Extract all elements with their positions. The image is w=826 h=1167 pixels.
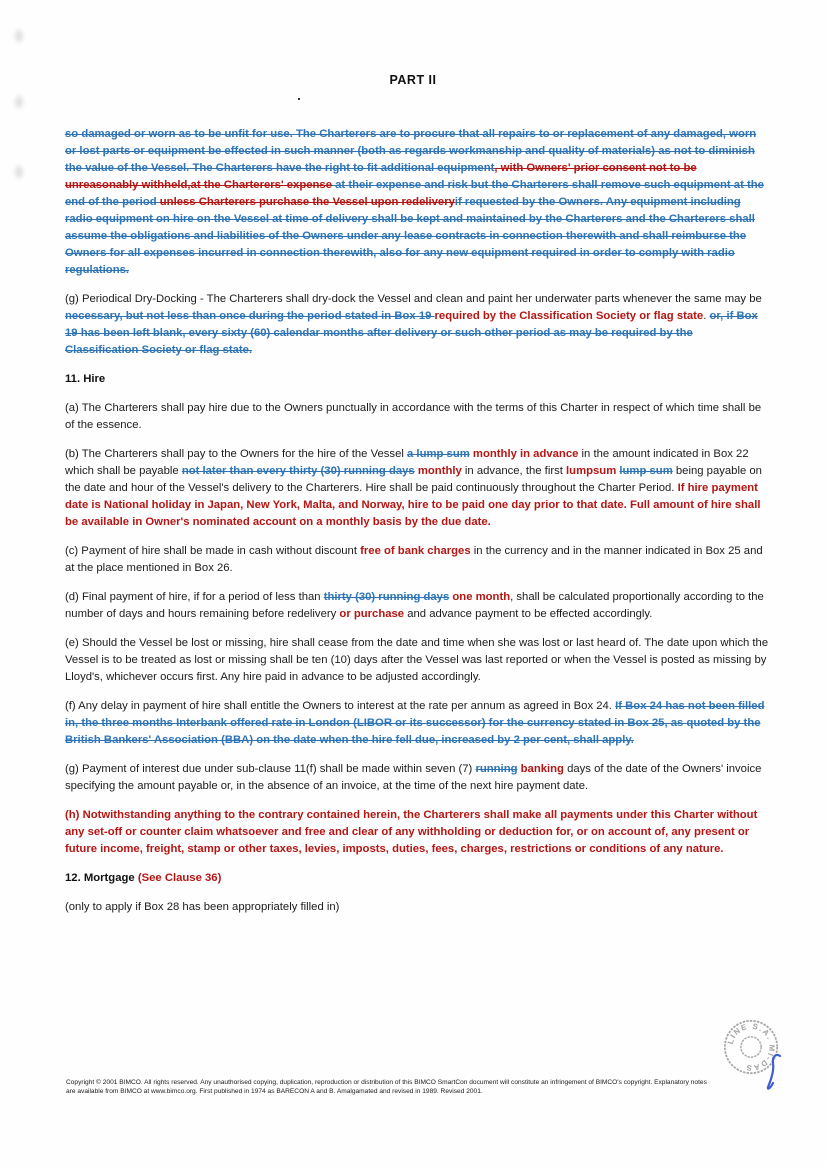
text-run-red: (See Clause 36) xyxy=(137,872,222,884)
text-run-plain: (f) Any delay in payment of hire shall entitle the Owners to interest at the rate per annum as agreed in Box 24. xyxy=(65,700,616,712)
clause-11e xyxy=(65,635,769,686)
document-body xyxy=(65,126,769,928)
text-run-plain: in advance, the first xyxy=(461,465,567,477)
stray-ink-mark xyxy=(298,98,300,100)
scan-artifact xyxy=(15,96,23,108)
text-run-plain: , shall be calculated proportionally according to the number of days and hours remaining before redelivery xyxy=(65,591,764,620)
svg-text:LINE S.A. MI-DAS: LINE S.A. MI-DAS xyxy=(725,1021,777,1073)
clause-11d xyxy=(65,589,769,623)
footer-line-1: Copyright © 2001 BIMCO. All rights reserved. Any unauthorised copying, duplication, reproduction or distribution of this BIMCO SmartCon document will constitute an infringement of BIMCO's copyright. Explanatory notes xyxy=(66,1079,707,1086)
text-run-plain: (a) The Charterers shall pay hire due to the Owners punctually in accordance with the terms of this Charter in respect of which time shall be of the essence. xyxy=(65,402,762,431)
text-run-plain: (c) Payment of hire shall be made in cash without discount xyxy=(65,545,361,557)
text-run-plain: (e) Should the Vessel be lost or missing, hire shall cease from the date and time when she was lost or last heard of. The date upon which the Vessel is to be treated as lost or missing shall be ten (10) days after the Vessel was last reported or when the Vessel is posted as missing by Lloyd's, whichever occurs first. Any hire paid in advance to be adjusted accordingly. xyxy=(65,637,769,683)
clause-11c xyxy=(65,543,769,577)
text-run-plain: . xyxy=(703,310,710,322)
text-run-plain: (g) Payment of interest due under sub-clause 11(f) shall be made within seven (7) xyxy=(65,763,476,775)
text-run-strike_blue: running xyxy=(475,763,518,775)
clause-12-intro xyxy=(65,899,769,916)
text-run-strike_blue: thirty (30) running days xyxy=(323,591,450,603)
text-run-red: banking xyxy=(517,763,564,775)
text-run-plain: being payable on the date and hour of the Vessel's delivery to the Charterers. Hire shall be paid continuously throughout the Charter Period. xyxy=(65,465,762,494)
clause-11a xyxy=(65,400,769,434)
scan-artifact xyxy=(15,30,23,42)
text-run-strike_blue: or, if Box 19 has been left blank, every sixty (60) calendar months after delivery or such other period as may be required by the Classification Society or flag state. xyxy=(65,310,758,356)
clause-11b xyxy=(65,446,769,531)
text-run-strike_blue: at their expense and risk but the Charterers shall remove such equipment at the end of the period xyxy=(65,179,764,208)
text-run-strike_red: unless Charterers purchase the Vessel upon redelivery xyxy=(159,196,455,208)
text-run-bold: 11. Hire xyxy=(65,373,106,385)
text-run-red: required by the Classification Society or flag state xyxy=(434,310,704,322)
copyright-footer xyxy=(66,1078,766,1096)
text-run-red: (h) Notwithstanding anything to the contrary contained herein, the Charterers shall make all payments under this Charter without any set-off or counter claim whatsoever and free and clear of any withholding or deduction for, or on account of, any present or future income, freight, stamp or other taxes, levies, imposts, duties, fees, charges, restrictions or conditions of any nature. xyxy=(65,809,758,855)
text-run-red: one month xyxy=(449,591,511,603)
clause-10g-periodical-dry-docking xyxy=(65,291,769,359)
text-run-red: monthly xyxy=(414,465,462,477)
text-run-red: lumpsum xyxy=(566,465,617,477)
text-run-strike_blue: necessary, but not less than once during the period stated in Box 19 xyxy=(65,310,435,322)
heading-clause-12-mortgage xyxy=(65,870,769,887)
text-run-plain: (d) Final payment of hire, if for a period of less than xyxy=(65,591,324,603)
text-run-strike_blue: so damaged or worn as to be unfit for use. The Charterers are to procure that all repairs to or replacement of any damaged, worn or lost parts or equipment be effected in such manner (both as regards workmanship and quality of materials) as not to diminish the value of the Vessel. The Charterers have the right to fit additional equipment xyxy=(65,128,757,174)
text-run-red: or purchase xyxy=(339,608,405,620)
clause-10-equipment-strikeout xyxy=(65,126,769,279)
clause-11g xyxy=(65,761,769,795)
text-run-red: If hire payment date is National holiday in Japan, New York, Malta, and Norway, hire to be paid one day prior to that date. Full amount of hire shall be available in Owner's nominated account on a monthly basis by the due date. xyxy=(65,482,761,528)
text-run-strike_blue: a lump sum xyxy=(407,448,470,460)
text-run-strike_red: , with Owners' prior consent not to be unreasonably withheld,at the Charterers' expense xyxy=(65,162,697,191)
text-run-bold: 12. Mortgage xyxy=(65,872,138,884)
text-run-plain: and advance payment to be effected accordingly. xyxy=(404,608,653,620)
text-run-plain: (g) Periodical Dry-Docking - The Charterers shall dry-dock the Vessel and clean and paint her underwater parts whenever the same may be xyxy=(65,293,762,305)
clause-11h xyxy=(65,807,769,858)
text-run-plain: in the amount indicated in Box 22 which shall be payable xyxy=(65,448,749,477)
text-run-plain: (only to apply if Box 28 has been appropriately filled in) xyxy=(65,901,340,913)
text-run-strike_blue: not later than every thirty (30) running days xyxy=(181,465,415,477)
text-run-red: monthly in advance xyxy=(469,448,579,460)
page-title: PART II xyxy=(389,73,437,87)
footer-line-2: are available from BIMCO at www.bimco.org. First published in 1974 as BARECON A and B. Amalgamated and revised in 1989. Revised 2001. xyxy=(66,1088,483,1095)
text-run-strike_blue: if requested by the Owners. Any equipment including radio equipment on hire on the Vessel at time of delivery shall be kept and maintained by the Charterers and the Charterers shall assume the obligations and liabilities of the Owners under any lease contracts in connection therewith and shall reimburse the Owners for all expenses incurred in connection therewith, also for any new equipment required in order to comply with radio regulations. xyxy=(65,196,755,276)
scan-artifact xyxy=(15,166,23,178)
text-run-strike_blue: lump sum xyxy=(619,465,673,477)
clause-11f xyxy=(65,698,769,749)
text-run-plain: days of the date of the Owners' invoice specifying the amount payable or, in the absence of an invoice, at the time of the next hire payment date. xyxy=(65,763,762,792)
text-run-plain: (b) The Charterers shall pay to the Owners for the hire of the Vessel xyxy=(65,448,408,460)
text-run-red: free of bank charges xyxy=(360,545,471,557)
text-run-strike_blue: If Box 24 has not been filled in, the three months Interbank offered rate in London (LIBOR or its successor) for the currency stated in Box 25, as quoted by the British Bankers' Association (BBA) on the date when the hire fell due, increased by 2 per cent, shall apply. xyxy=(65,700,765,746)
heading-clause-11-hire xyxy=(65,371,769,388)
text-run-plain: in the currency and in the manner indicated in Box 25 and at the place mentioned in Box 26. xyxy=(65,545,763,574)
